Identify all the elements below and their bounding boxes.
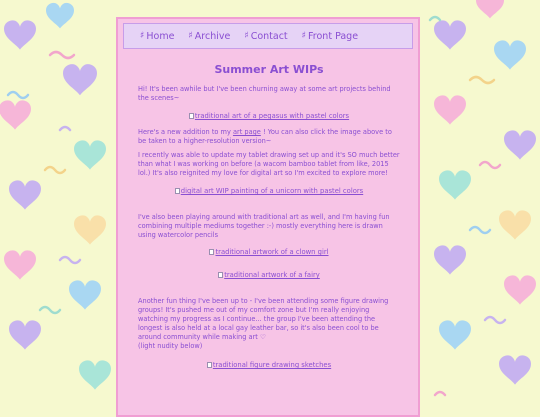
broken-image-icon [175, 188, 180, 194]
broken-image-icon [209, 249, 214, 255]
image-alt-text: digital art WIP painting of a unicorn with pastel colors [180, 187, 364, 195]
nav-home[interactable] [140, 31, 174, 42]
broken-image-icon [207, 362, 212, 368]
text-segment: Here's a new addition to my [138, 128, 233, 136]
image-fairy[interactable] [138, 271, 400, 280]
post-paragraph-tablet: I recently was able to update my tablet drawing set up and it's SO much better than what I was working on before (a wacom bamboo tablet from like, 2015 lol.) It's also reignited my love for digital art so I'm excited to explore more! [138, 151, 400, 177]
image-pegasus[interactable] [138, 112, 400, 121]
post-paragraph-art-page [138, 128, 400, 146]
image-alt-text: traditional artwork of a fairy [224, 271, 320, 279]
image-unicorn[interactable] [138, 187, 400, 196]
broken-image-icon [189, 113, 194, 119]
text-segment: ! You can also click the image above to be taken to a higher-resolution version~ [138, 128, 392, 145]
hashtag-icon: ♯ [244, 31, 249, 41]
broken-image-icon [218, 272, 223, 278]
image-alt-text: traditional art of a pegasus with pastel colors [194, 112, 350, 120]
post-content [138, 63, 400, 370]
image-figure-sketches[interactable] [138, 361, 400, 370]
content-panel [116, 17, 420, 417]
nav-label: Contact [250, 30, 288, 42]
image-alt-text: traditional figure drawing sketches [212, 361, 332, 369]
post-paragraph-traditional: I've also been playing around with traditional art as well, and I'm having fun combining multiple mediums together :-) mostly everything here is drawn using watercolor pencils [138, 213, 390, 239]
nav-front-page[interactable] [302, 31, 358, 42]
image-alt-text: traditional artwork of a clown girl [215, 248, 329, 256]
hashtag-icon: ♯ [301, 31, 307, 41]
image-clown-girl[interactable] [138, 248, 400, 257]
hashtag-icon: ♯ [140, 31, 145, 41]
art-page-link[interactable]: art page [232, 128, 261, 136]
nav-label: Front Page [308, 30, 359, 42]
nav-label: Archive [194, 30, 231, 42]
nudity-note: (light nudity below) [138, 342, 203, 350]
post-paragraph-intro: Hi! It's been awhile but I've been churning away at some art projects behind the scenes~ [138, 85, 391, 102]
top-nav [123, 23, 413, 49]
post-title: Summer Art WIPs [214, 63, 324, 76]
nav-archive[interactable] [188, 31, 230, 42]
hashtag-icon: ♯ [188, 31, 193, 41]
nav-contact[interactable] [244, 31, 287, 42]
nav-label: Home [146, 30, 175, 42]
post-paragraph-figure-drawing: Another fun thing I've been up to - I've been attending some figure drawing groups! It's pushed me out of my comfort zone but I'm really enjoying watching my progress as I continue... the group I've been attending the longest is also held at a local gay leather bar, so it's also been cool to be around community while making art ♡ [138, 297, 389, 341]
